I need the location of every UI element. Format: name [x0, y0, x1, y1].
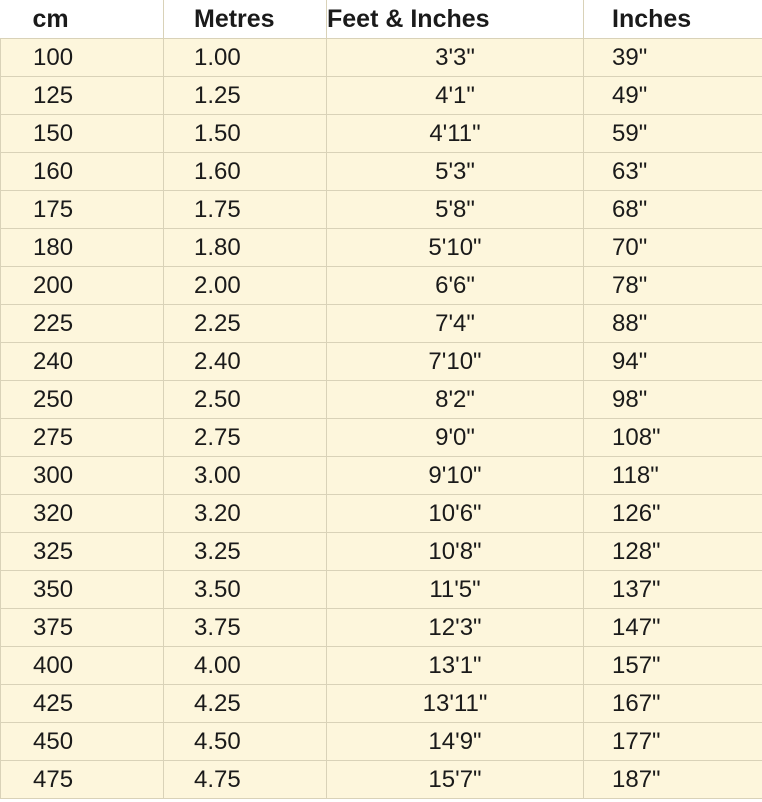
cell-metres: 3.50: [164, 571, 327, 609]
cell-cm: 225: [1, 305, 164, 343]
cell-feet-inches: 11'5": [327, 571, 584, 609]
table-row: [1, 153, 762, 191]
cell-inches: 147": [584, 609, 762, 647]
cell-feet-inches: 5'10": [327, 229, 584, 267]
cell-inches: 59": [584, 115, 762, 153]
cell-inches: 88": [584, 305, 762, 343]
cell-cm: 475: [1, 761, 164, 799]
table-row: [1, 267, 762, 305]
cell-inches: 118": [584, 457, 762, 495]
cell-feet-inches: 9'0": [327, 419, 584, 457]
cell-metres: 1.80: [164, 229, 327, 267]
table-row: [1, 305, 762, 343]
cell-cm: 160: [1, 153, 164, 191]
table-row: [1, 77, 762, 115]
cell-feet-inches: 13'11": [327, 685, 584, 723]
cell-inches: 39": [584, 39, 762, 77]
cell-metres: 1.50: [164, 115, 327, 153]
table-header: [1, 0, 762, 39]
cell-cm: 175: [1, 191, 164, 229]
cell-inches: 49": [584, 77, 762, 115]
table-row: [1, 115, 762, 153]
cell-cm: 300: [1, 457, 164, 495]
table-row: [1, 495, 762, 533]
cell-feet-inches: 9'10": [327, 457, 584, 495]
cell-feet-inches: 5'3": [327, 153, 584, 191]
cell-feet-inches: 6'6": [327, 267, 584, 305]
cell-metres: 4.50: [164, 723, 327, 761]
cell-feet-inches: 12'3": [327, 609, 584, 647]
cell-feet-inches: 5'8": [327, 191, 584, 229]
header-row: [1, 0, 762, 39]
cell-metres: 4.25: [164, 685, 327, 723]
cell-inches: 108": [584, 419, 762, 457]
cell-metres: 4.00: [164, 647, 327, 685]
cell-metres: 3.20: [164, 495, 327, 533]
cell-inches: 177": [584, 723, 762, 761]
cell-feet-inches: 10'8": [327, 533, 584, 571]
cell-feet-inches: 7'10": [327, 343, 584, 381]
cell-cm: 240: [1, 343, 164, 381]
table-body: [1, 39, 762, 799]
table-row: [1, 191, 762, 229]
cell-metres: 3.25: [164, 533, 327, 571]
cell-cm: 180: [1, 229, 164, 267]
header-inches: Inches: [584, 0, 762, 39]
cell-feet-inches: 15'7": [327, 761, 584, 799]
cell-inches: 94": [584, 343, 762, 381]
cell-inches: 70": [584, 229, 762, 267]
cell-metres: 2.40: [164, 343, 327, 381]
cell-metres: 1.25: [164, 77, 327, 115]
table-row: [1, 343, 762, 381]
cell-inches: 63": [584, 153, 762, 191]
cell-cm: 425: [1, 685, 164, 723]
cell-inches: 68": [584, 191, 762, 229]
table-row: [1, 457, 762, 495]
cell-feet-inches: 4'1": [327, 77, 584, 115]
cell-metres: 2.00: [164, 267, 327, 305]
cell-feet-inches: 8'2": [327, 381, 584, 419]
cell-metres: 1.75: [164, 191, 327, 229]
cell-metres: 3.00: [164, 457, 327, 495]
cell-metres: 1.00: [164, 39, 327, 77]
cell-metres: 1.60: [164, 153, 327, 191]
table-row: [1, 685, 762, 723]
table-row: [1, 609, 762, 647]
cell-cm: 150: [1, 115, 164, 153]
cell-metres: 2.75: [164, 419, 327, 457]
cell-inches: 187": [584, 761, 762, 799]
cell-inches: 167": [584, 685, 762, 723]
table-row: [1, 39, 762, 77]
table-row: [1, 419, 762, 457]
table-row: [1, 761, 762, 799]
cell-inches: 137": [584, 571, 762, 609]
cell-metres: 3.75: [164, 609, 327, 647]
cell-cm: 125: [1, 77, 164, 115]
cell-feet-inches: 3'3": [327, 39, 584, 77]
header-feet-inches: Feet & Inches: [327, 0, 584, 39]
table-row: [1, 381, 762, 419]
cell-inches: 78": [584, 267, 762, 305]
table-row: [1, 229, 762, 267]
cell-cm: 400: [1, 647, 164, 685]
cell-metres: 2.50: [164, 381, 327, 419]
cell-feet-inches: 13'1": [327, 647, 584, 685]
cell-cm: 200: [1, 267, 164, 305]
cell-metres: 2.25: [164, 305, 327, 343]
cell-cm: 100: [1, 39, 164, 77]
cell-feet-inches: 7'4": [327, 305, 584, 343]
header-cm: cm: [1, 0, 164, 39]
cell-metres: 4.75: [164, 761, 327, 799]
table-row: [1, 571, 762, 609]
table-row: [1, 533, 762, 571]
cell-cm: 250: [1, 381, 164, 419]
table-row: [1, 723, 762, 761]
cell-cm: 275: [1, 419, 164, 457]
cell-cm: 320: [1, 495, 164, 533]
cell-feet-inches: 10'6": [327, 495, 584, 533]
header-metres: Metres: [164, 0, 327, 39]
cell-inches: 126": [584, 495, 762, 533]
cell-cm: 350: [1, 571, 164, 609]
cell-cm: 450: [1, 723, 164, 761]
cell-feet-inches: 14'9": [327, 723, 584, 761]
cell-cm: 375: [1, 609, 164, 647]
cell-inches: 128": [584, 533, 762, 571]
cell-inches: 157": [584, 647, 762, 685]
table-row: [1, 647, 762, 685]
cell-inches: 98": [584, 381, 762, 419]
cell-feet-inches: 4'11": [327, 115, 584, 153]
cell-cm: 325: [1, 533, 164, 571]
